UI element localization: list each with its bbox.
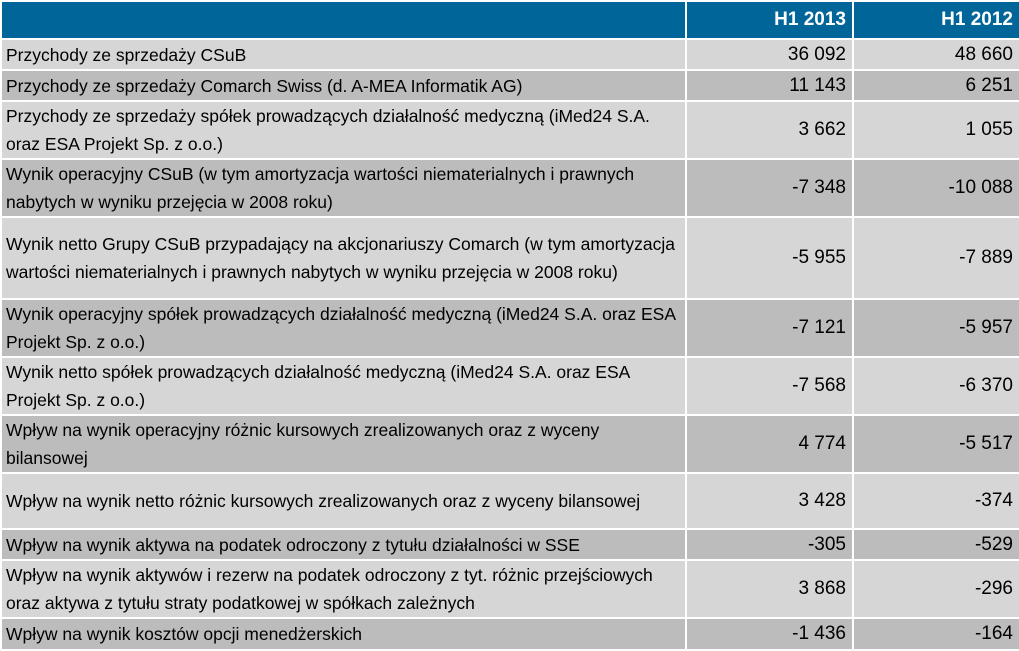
row-label: Wpływ na wynik kosztów opcji menedżerskich [1, 618, 686, 650]
value-h1-2013: 11 143 [686, 70, 853, 101]
table-row [1, 529, 1019, 560]
row-label: Przychody ze sprzedaży Comarch Swiss (d. A-MEA Informatik AG) [1, 70, 686, 101]
row-label: Wynik netto spółek prowadzących działalność medyczną (iMed24 S.A. oraz ESA Projekt Sp. z o.o.) [1, 357, 686, 415]
value-h1-2013: 3 428 [686, 473, 853, 529]
header-cell-label [1, 1, 686, 39]
value-h1-2012: -10 088 [853, 159, 1019, 217]
table-row [1, 101, 1019, 159]
table-row [1, 70, 1019, 101]
table-row [1, 299, 1019, 357]
value-h1-2013: -305 [686, 529, 853, 560]
row-label: Wpływ na wynik netto różnic kursowych zrealizowanych oraz z wyceny bilansowej [1, 473, 686, 529]
value-h1-2013: -7 348 [686, 159, 853, 217]
value-h1-2012: -529 [853, 529, 1019, 560]
row-label: Wpływ na wynik aktywa na podatek odroczony z tytułu działalności w SSE [1, 529, 686, 560]
value-h1-2013: 3 662 [686, 101, 853, 159]
value-h1-2012: -5 517 [853, 415, 1019, 473]
value-h1-2012: 1 055 [853, 101, 1019, 159]
table-row [1, 39, 1019, 70]
row-label: Wynik operacyjny spółek prowadzących działalność medyczną (iMed24 S.A. oraz ESA Projekt Sp. z o.o.) [1, 299, 686, 357]
row-label: Przychody ze sprzedaży CSuB [1, 39, 686, 70]
table-row [1, 618, 1019, 650]
row-label: Wpływ na wynik aktywów i rezerw na podatek odroczony z tyt. różnic przejściowych oraz aktywa z tytułu straty podatkowej w spółkach zależnych [1, 560, 686, 618]
header-cell-h1-2012: H1 2012 [853, 1, 1019, 39]
value-h1-2013: -7 121 [686, 299, 853, 357]
header-row [1, 1, 1019, 39]
value-h1-2013: -1 436 [686, 618, 853, 650]
table-row [1, 357, 1019, 415]
table-row [1, 473, 1019, 529]
value-h1-2012: -374 [853, 473, 1019, 529]
table-row [1, 217, 1019, 299]
row-label: Wynik netto Grupy CSuB przypadający na akcjonariuszy Comarch (w tym amortyzacja wartości niematerialnych i prawnych nabytych w wyniku przejęcia w 2008 roku) [1, 217, 686, 299]
table-row [1, 415, 1019, 473]
value-h1-2013: 4 774 [686, 415, 853, 473]
value-h1-2012: -164 [853, 618, 1019, 650]
value-h1-2013: 3 868 [686, 560, 853, 618]
header-cell-h1-2013: H1 2013 [686, 1, 853, 39]
table-row [1, 159, 1019, 217]
value-h1-2012: -7 889 [853, 217, 1019, 299]
value-h1-2013: -7 568 [686, 357, 853, 415]
value-h1-2012: -296 [853, 560, 1019, 618]
value-h1-2012: -5 957 [853, 299, 1019, 357]
value-h1-2012: -6 370 [853, 357, 1019, 415]
table-row [1, 560, 1019, 618]
value-h1-2013: -5 955 [686, 217, 853, 299]
row-label: Przychody ze sprzedaży spółek prowadzących działalność medyczną (iMed24 S.A. oraz ESA Projekt Sp. z o.o.) [1, 101, 686, 159]
row-label: Wpływ na wynik operacyjny różnic kursowych zrealizowanych oraz z wyceny bilansowej [1, 415, 686, 473]
value-h1-2012: 48 660 [853, 39, 1019, 70]
value-h1-2012: 6 251 [853, 70, 1019, 101]
value-h1-2013: 36 092 [686, 39, 853, 70]
row-label: Wynik operacyjny CSuB (w tym amortyzacja wartości niematerialnych i prawnych nabytych w wyniku przejęcia w 2008 roku) [1, 159, 686, 217]
